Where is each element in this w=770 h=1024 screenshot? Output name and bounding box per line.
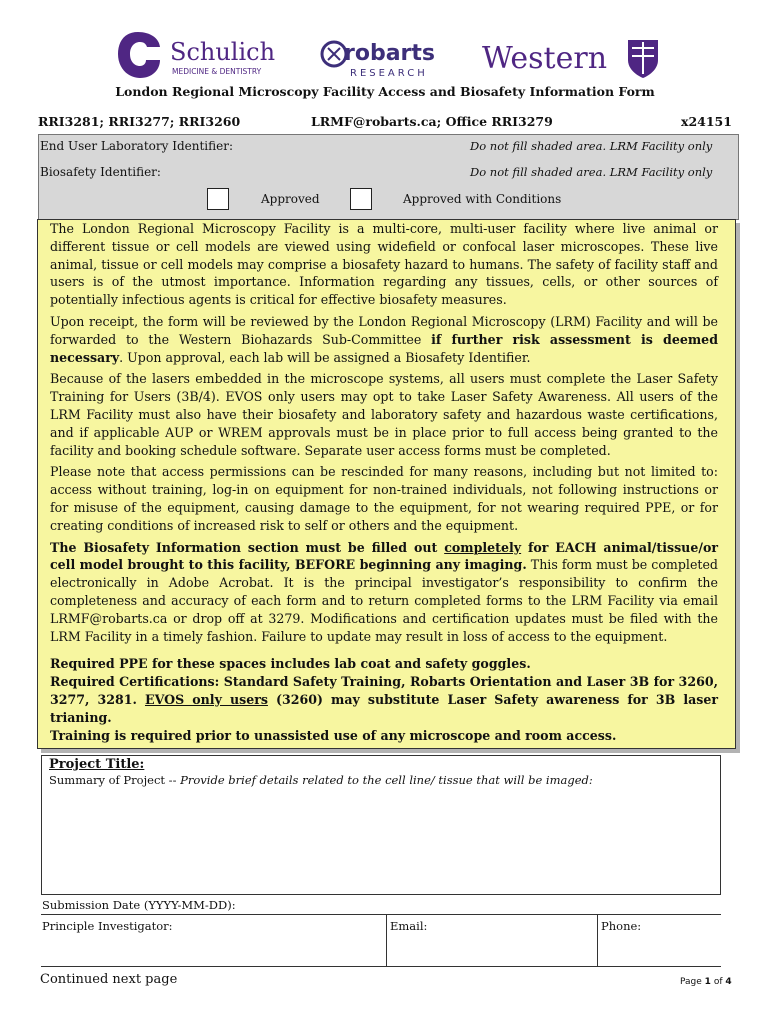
approved-checkbox[interactable] — [207, 188, 229, 210]
shaded-note: Do not fill shaded area. LRM Facility only — [470, 139, 713, 153]
training-required: Training is required prior to unassisted use of any microscope and room access. — [50, 727, 617, 743]
email-label: Email: — [390, 919, 428, 933]
summary-label: Summary of Project -- Provide brief details related to the cell line/ tissue that will be imaged: — [49, 773, 593, 787]
western-logo — [482, 34, 660, 80]
paragraph-laser: Because of the lasers embedded in the microscope systems, all users must complete the Laser Safety Training for Users (3B/4). EVOS only users may opt to take Laser Safety Awareness. All users of the LRM Facility must also have their biosafety and laboratory safety and hazardous waste certifications, and if applicable AUP or WREM approvals must be in place prior to full access being granted to the facility and booking schedule software. Separate user access forms must be completed. — [50, 371, 718, 458]
approved-label: Approved — [261, 192, 320, 206]
approved-with-conditions-label: Approved with Conditions — [403, 192, 562, 206]
phone-extension: x24151 — [681, 114, 732, 129]
end-user-identifier-label: End User Laboratory Identifier: — [40, 139, 234, 153]
svg-text:MEDICINE & DENTISTRY: MEDICINE & DENTISTRY — [172, 67, 262, 76]
required-ppe: Required PPE for these spaces includes lab coat and safety goggles. — [50, 656, 531, 672]
page-number: Page 1 of 4 — [680, 977, 732, 987]
paragraph-rescind: Please note that access permissions can be rescinded for many reasons, including but not limited to: access without training, log-in on equipment for non-trained individuals, not following instructions or for misuse of the equipment, causing damage to the equipment, for not wearing required PPE, or for creating conditions of increased risk to self or others and the equipment. — [50, 464, 718, 533]
biosafety-identifier-label: Biosafety Identifier: — [40, 165, 161, 179]
room-numbers: RRI3281; RRI3277; RRI3260 — [38, 114, 241, 129]
paragraph-review: Upon receipt, the form will be reviewed by the London Regional Microscopy (LRM) Facility and will be forwarded to the Western Biohazards Sub-Committee if further risk assessment is deemed necessary. Upon approval, each lab will be assigned a Biosafety Identifier. — [50, 313, 718, 365]
form-title: London Regional Microscopy Facility Access and Biosafety Information Form — [115, 84, 655, 99]
information-text — [50, 220, 718, 748]
divider — [41, 914, 721, 915]
phone-label: Phone: — [601, 919, 642, 933]
svg-text:robarts: robarts — [344, 41, 436, 66]
divider — [386, 914, 387, 966]
approved-with-conditions-checkbox[interactable] — [350, 188, 372, 210]
paragraph-intro: The London Regional Microscopy Facility is a multi-core, multi-user facility where live animal or different tissue or cell models are viewed using widefield or confocal laser microscopes. These live animal, tissue or cell models may comprise a biosafety hazard to humans. The safety of facility staff and users is of the utmost importance. Information regarding any tissues, cells, or other sources of potentially infectious agents is critical for effective biosafety measures. — [50, 221, 718, 308]
contact-info: LRMF@robarts.ca; Office RRI3279 — [311, 114, 553, 129]
svg-text:Western: Western — [482, 41, 608, 76]
svg-text:Schulich: Schulich — [170, 38, 276, 66]
required-certifications: Required Certifications: Standard Safety Training, Robarts Orientation and Laser 3B for 3260, 3277, 3281. EVOS only users (3260) may substitute Laser Safety awareness for 3B laser trianing. — [50, 674, 718, 725]
project-title-label: Project Title: — [49, 757, 145, 772]
submission-date-label: Submission Date (YYYY-MM-DD): — [42, 898, 236, 912]
shaded-note-2: Do not fill shaded area. LRM Facility only — [470, 165, 713, 179]
svg-text:RESEARCH: RESEARCH — [350, 68, 428, 79]
robarts-logo — [320, 36, 445, 80]
schulich-logo — [116, 30, 286, 80]
principal-investigator-label: Principle Investigator: — [42, 919, 173, 933]
continued-next-page: Continued next page — [40, 972, 178, 987]
divider — [41, 894, 721, 895]
divider — [597, 914, 598, 966]
paragraph-biosafety: The Biosafety Information section must be filled out completely for EACH animal/tissue/or cell model brought to this facility, BEFORE beginning any imaging. This form must be completed electronically in Adobe Acrobat. It is the principal investigator’s responsibility to confirm the completeness and accuracy of each form and to return completed forms to the LRM Facility via email LRMF@robarts.ca or drop off at 3279. Modifications and certification updates must be filed with the LRM Facility in a timely fashion. Failure to update may result in loss of access to the equipment. — [50, 539, 718, 644]
divider — [41, 966, 721, 967]
